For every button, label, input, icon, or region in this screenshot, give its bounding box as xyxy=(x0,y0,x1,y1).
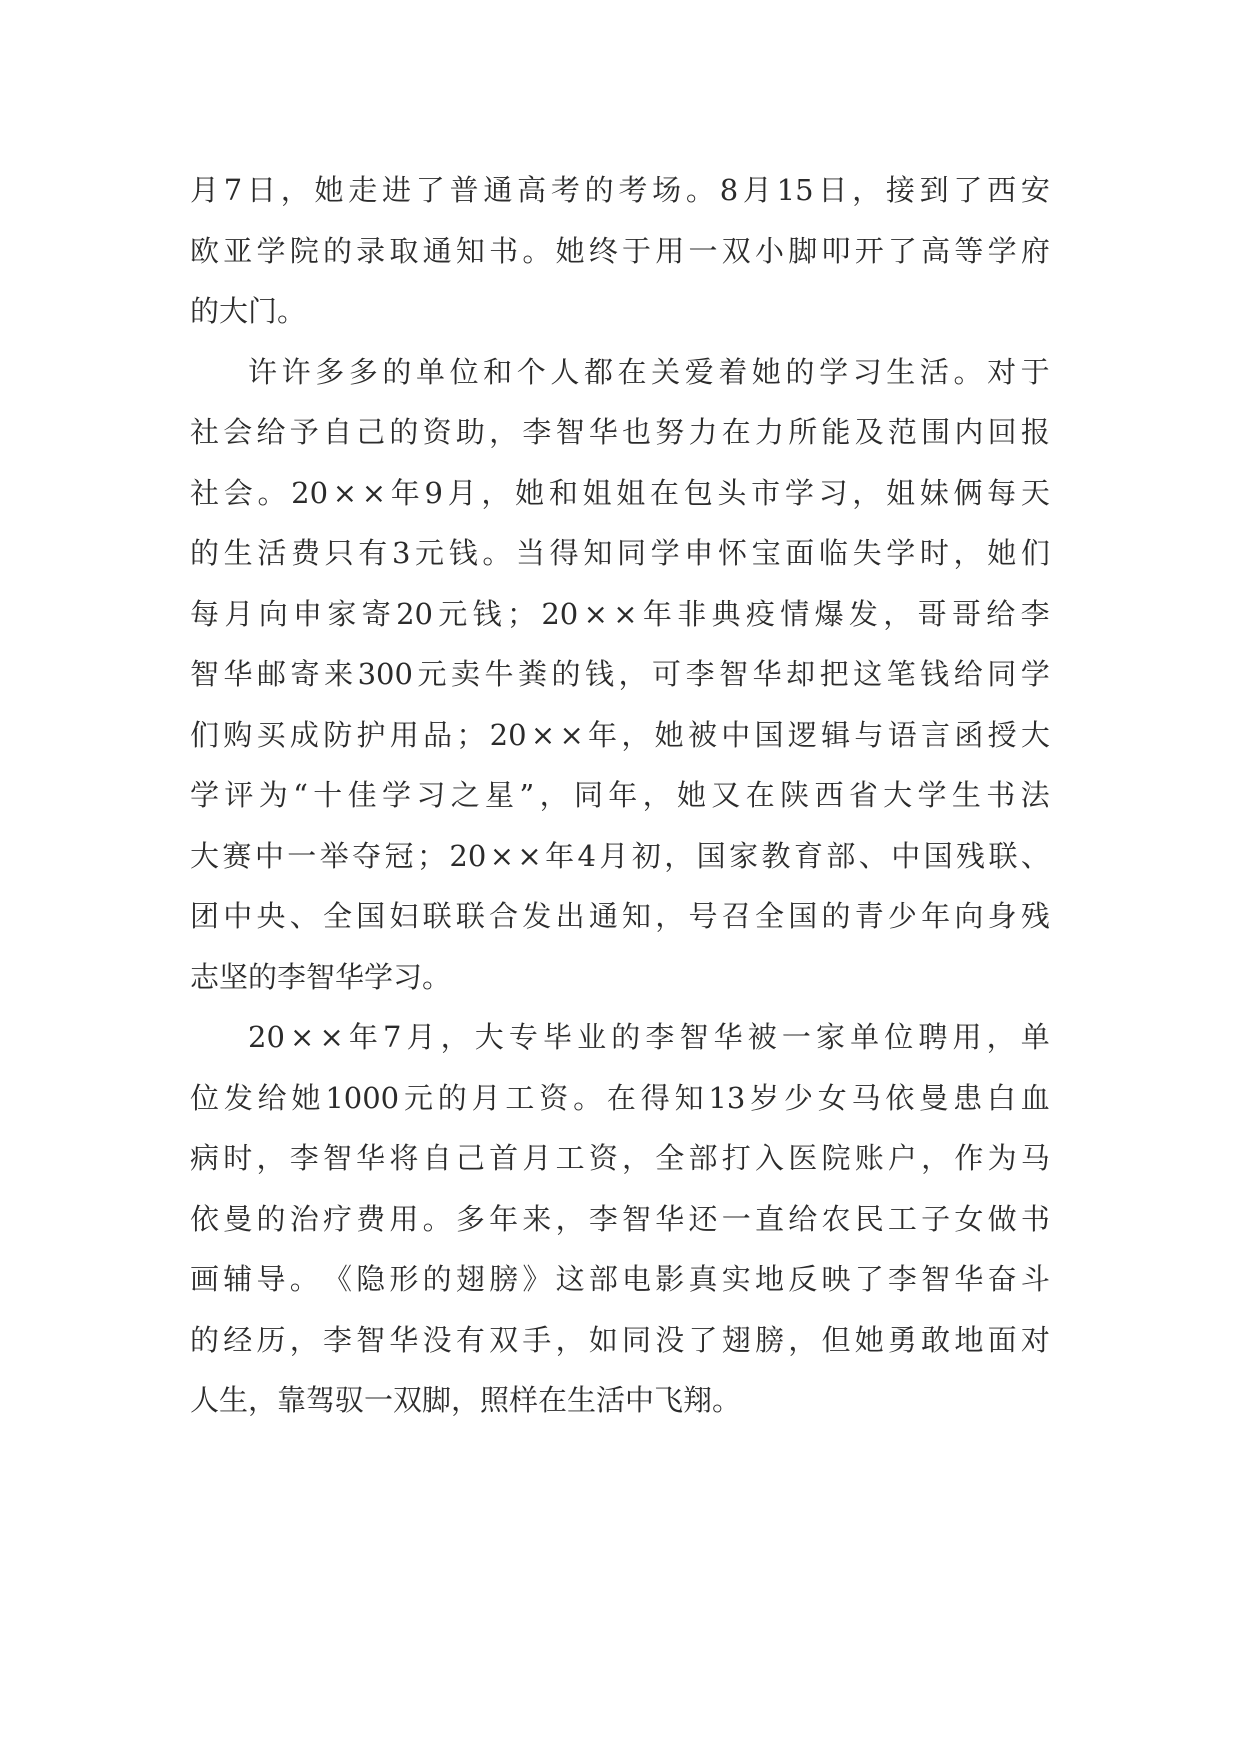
text-line: 依 曼 的 治 疗 费 用 。 多 年 来 ， 李 智 华 还 一 直 给 农 民 工 子 女 做 书 xyxy=(190,1201,1050,1236)
document-body xyxy=(190,160,1050,1431)
text-line: 20 × × 年 7 月 ， 大 专 毕 业 的 李 智 华 被 一 家 单 位 聘 用 ， 单 xyxy=(248,1020,1050,1054)
text-line: 每 月 向 申 家 寄 20 元 钱 ； 20 × × 年 非 典 疫 情 爆 发 ， 哥 哥 给 李 xyxy=(190,596,1050,631)
text-line: 的 生 活 费 只 有 3 元 钱 。 当 得 知 同 学 申 怀 宝 面 临 失 学 时 ， 她 们 xyxy=(190,536,1050,570)
text-line: 社 会 给 予 自 己 的 资 助 ， 李 智 华 也 努 力 在 力 所 能 及 范 围 内 回 报 xyxy=(190,415,1050,449)
text-line: 大 赛 中 一 举 夺 冠 ； 20 × × 年 4 月 初 ， 国 家 教 育 部 、 中 国 残 联 、 xyxy=(190,838,1050,873)
text-line: 社 会 。 20 × × 年 9 月 ， 她 和 姐 姐 在 包 头 市 学 习 ， 姐 妹 俩 每 天 xyxy=(190,475,1050,510)
text-line: 病 时 ， 李 智 华 将 自 己 首 月 工 资 ， 全 部 打 入 医 院 账 户 ， 作 为 马 xyxy=(190,1141,1050,1175)
text-line: 智 华 邮 寄 来 300 元 卖 牛 粪 的 钱 ， 可 李 智 华 却 把 这 笔 钱 给 同 学 xyxy=(190,657,1050,691)
text-line: 位 发 给 她 1000 元 的 月 工 资 。 在 得 知 13 岁 少 女 马 依 曼 患 白 血 xyxy=(190,1080,1050,1115)
text-line: 的大门。 xyxy=(190,294,307,328)
text-line: 人生，靠驾驭一双脚，照样在生活中飞翔。 xyxy=(190,1383,742,1417)
text-line: 欧 亚 学 院 的 录 取 通 知 书 。 她 终 于 用 一 双 小 脚 叩 开 了 高 等 学 府 xyxy=(190,233,1050,268)
text-line: 月 7 日 ， 她 走 进 了 普 通 高 考 的 考 场 。 8 月 15 日 ， 接 到 了 西 安 xyxy=(190,173,1050,207)
text-line: 学 评 为 “ 十 佳 学 习 之 星 ” ， 同 年 ， 她 又 在 陕 西 省 大 学 生 书 法 xyxy=(190,778,1050,812)
text-line: 团 中 央 、 全 国 妇 联 联 合 发 出 通 知 ， 号 召 全 国 的 青 少 年 向 身 残 xyxy=(190,899,1050,933)
text-line: 志坚的李智华学习。 xyxy=(190,959,452,994)
text-line: 画 辅 导 。 《 隐 形 的 翅 膀 》 这 部 电 影 真 实 地 反 映 了 李 智 华 奋 斗 xyxy=(190,1262,1050,1296)
text-line: 的 经 历 ， 李 智 华 没 有 双 手 ， 如 同 没 了 翅 膀 ， 但 她 勇 敢 地 面 对 xyxy=(190,1322,1050,1357)
text-line: 许 许 多 多 的 单 位 和 个 人 都 在 关 爱 着 她 的 学 习 生 活 。 对 于 xyxy=(248,354,1050,389)
text-line: 们 购 买 成 防 护 用 品 ； 20 × × 年 ， 她 被 中 国 逻 辑 与 语 言 函 授 大 xyxy=(190,717,1050,752)
